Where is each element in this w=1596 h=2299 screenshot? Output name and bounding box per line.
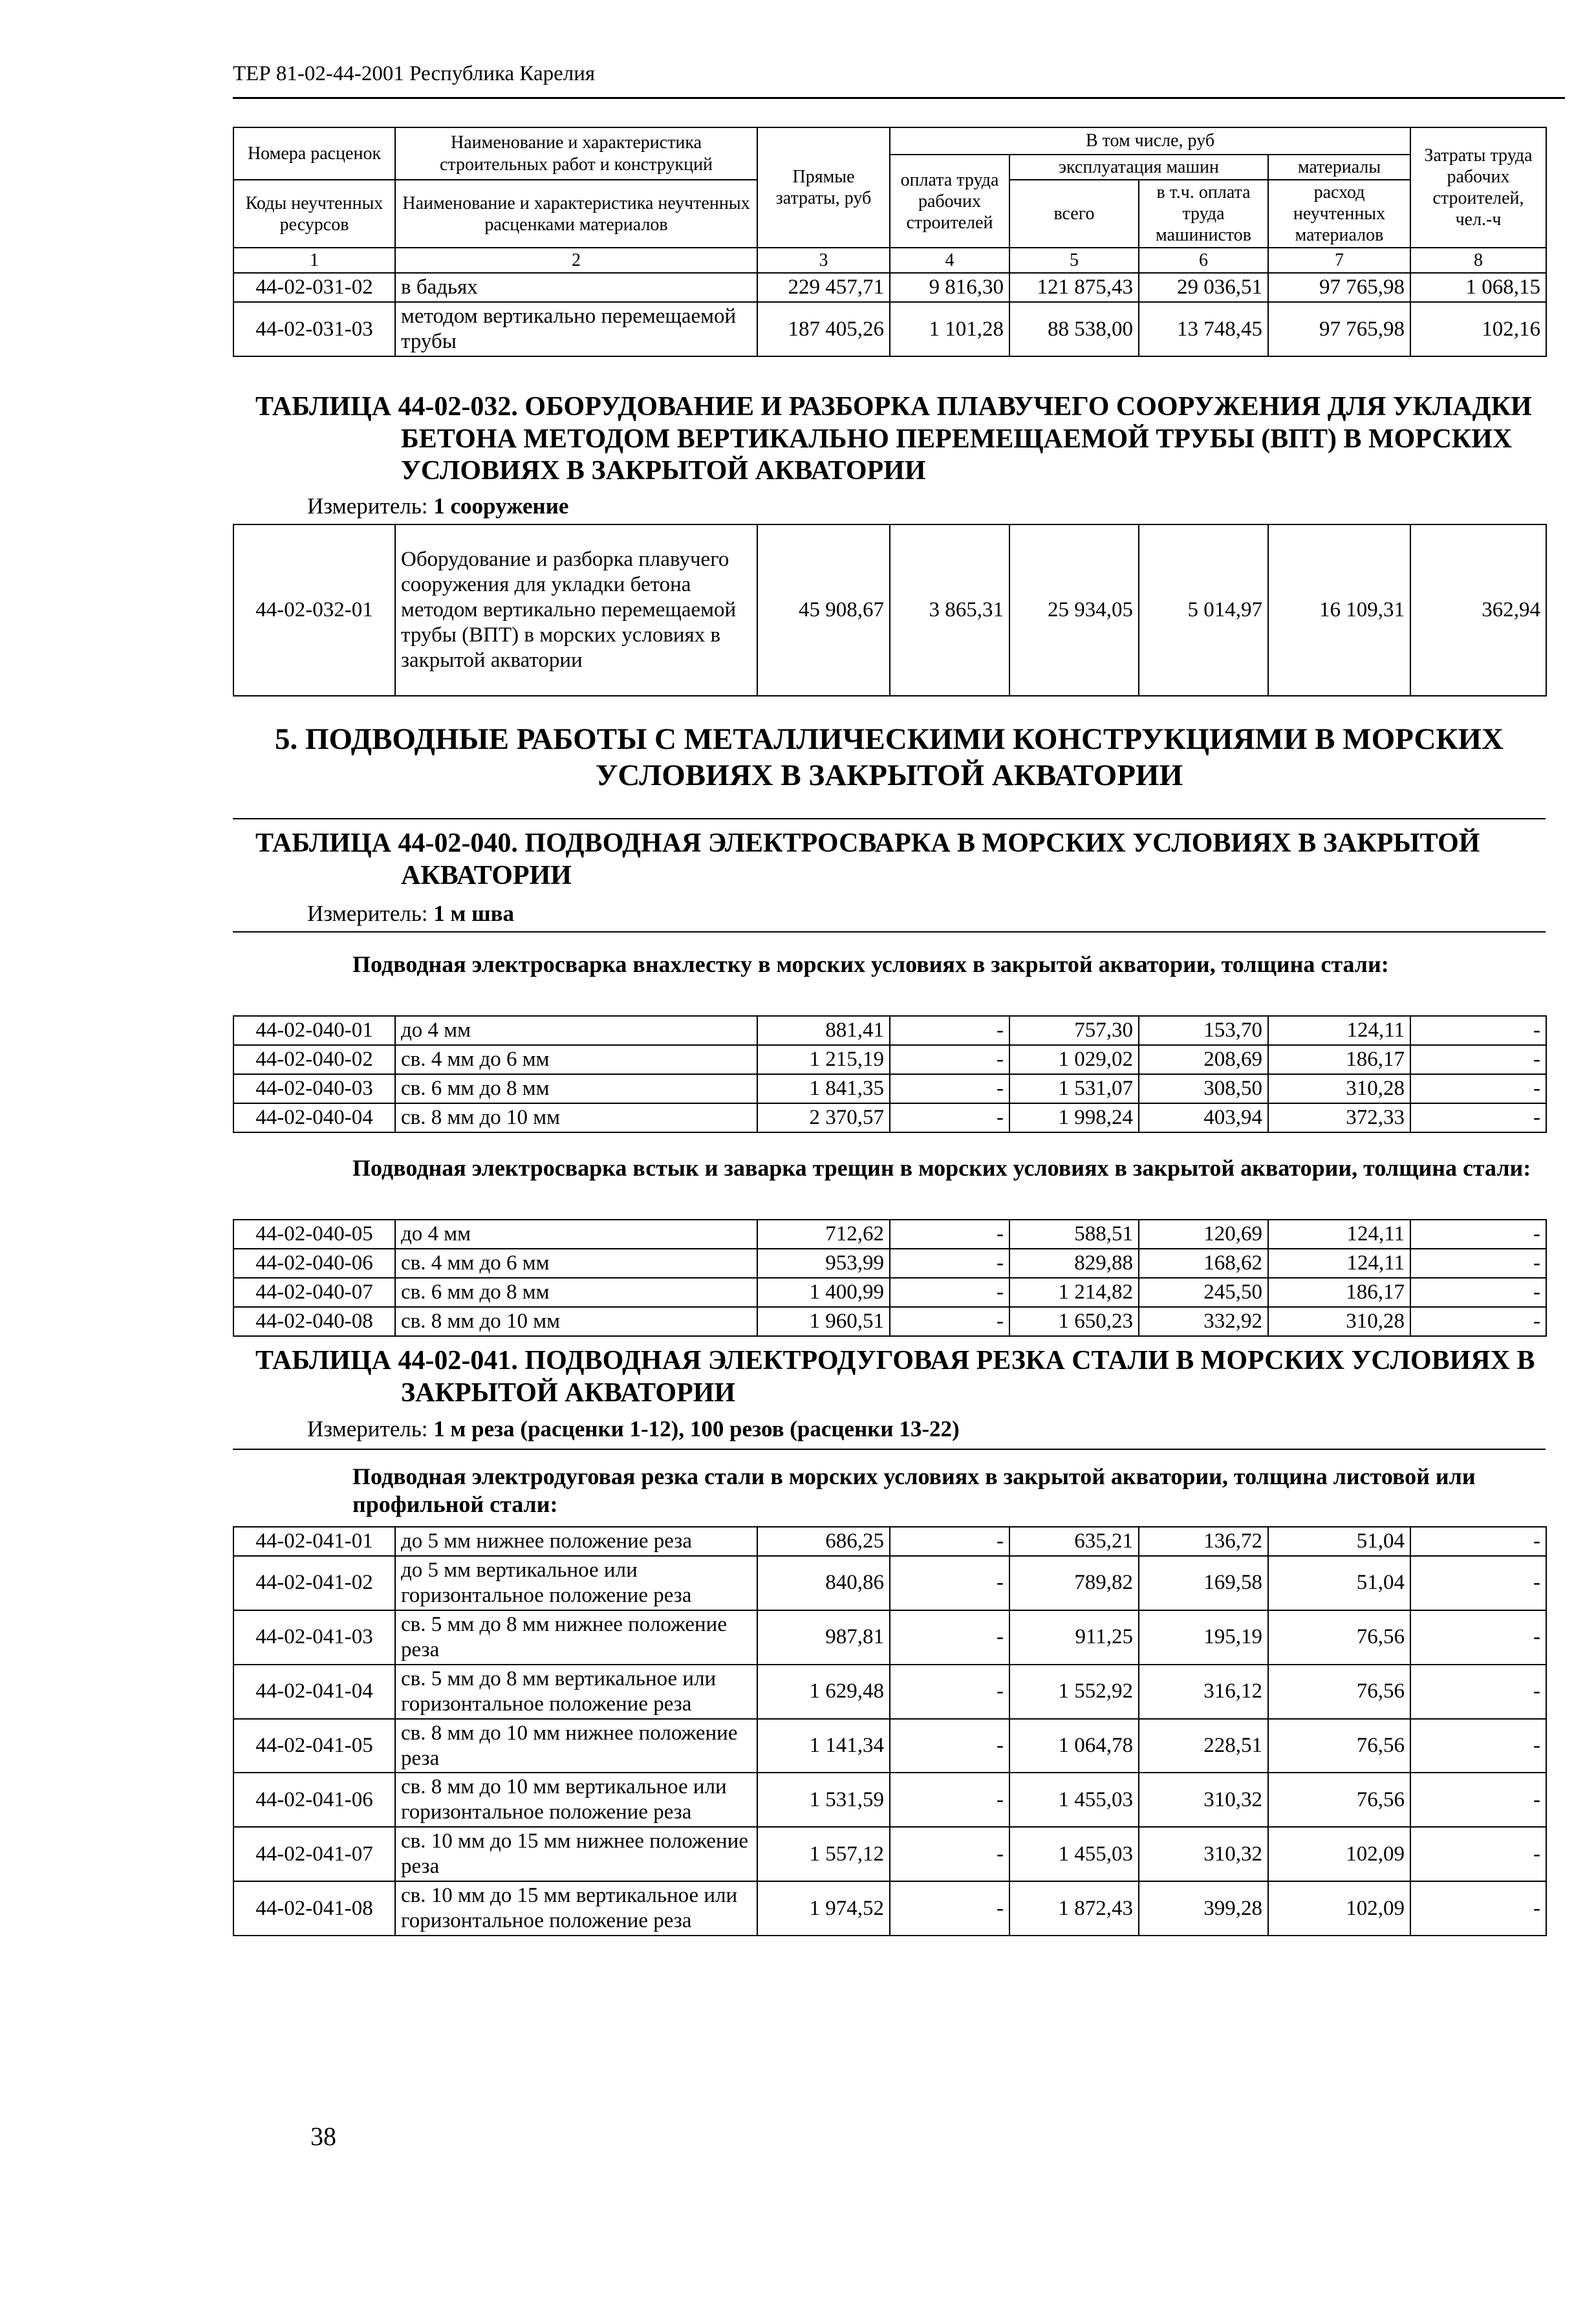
row-code: 44-02-040-06 [233, 1249, 395, 1278]
row-materials: 76,56 [1268, 1610, 1410, 1665]
table-row [233, 1665, 1546, 1719]
row-machines-total: 1 029,02 [1009, 1045, 1139, 1074]
row-machines-total: 25 934,05 [1009, 524, 1139, 696]
measure-label: Измеритель: [307, 1416, 428, 1441]
row-code: 44-02-040-03 [233, 1074, 395, 1103]
row-machinist-pay: 228,51 [1139, 1719, 1268, 1773]
row-labor-hours: - [1410, 1278, 1546, 1307]
column-number: 5 [1009, 248, 1139, 273]
row-materials: 186,17 [1268, 1278, 1410, 1307]
row-direct-costs: 881,41 [757, 1016, 890, 1045]
row-machines-total: 88 538,00 [1009, 302, 1139, 356]
header-rule [233, 97, 1565, 99]
table-row [233, 524, 1546, 696]
section-5-title: 5. ПОДВОДНЫЕ РАБОТЫ С МЕТАЛЛИЧЕСКИМИ КОНСТРУКЦИЯМИ В МОРСКИХ УСЛОВИЯХ В ЗАКРЫТОЙ АКВАТОРИИ [274, 722, 1504, 793]
row-machines-total: 1 872,43 [1009, 1881, 1139, 1936]
row-code: 44-02-041-07 [233, 1827, 395, 1881]
row-labor-pay: - [890, 1074, 1009, 1103]
row-labor-hours: - [1410, 1220, 1546, 1249]
row-direct-costs: 840,86 [757, 1556, 890, 1610]
row-machinist-pay: 168,62 [1139, 1249, 1268, 1278]
row-machines-total: 829,88 [1009, 1249, 1139, 1278]
row-machinist-pay: 403,94 [1139, 1103, 1268, 1132]
table-row [233, 1016, 1546, 1045]
row-direct-costs: 2 370,57 [757, 1103, 890, 1132]
row-labor-pay: 1 101,28 [890, 302, 1009, 356]
row-labor-pay: - [890, 1527, 1009, 1556]
row-labor-hours: - [1410, 1307, 1546, 1336]
row-direct-costs: 1 400,99 [757, 1278, 890, 1307]
table-041 [233, 1526, 1547, 1936]
row-materials: 102,09 [1268, 1881, 1410, 1936]
row-labor-pay: - [890, 1307, 1009, 1336]
row-labor-pay: - [890, 1016, 1009, 1045]
row-code: 44-02-041-05 [233, 1719, 395, 1773]
row-machinist-pay: 136,72 [1139, 1527, 1268, 1556]
row-direct-costs: 1 841,35 [757, 1074, 890, 1103]
table-032-title: ТАБЛИЦА 44-02-032. ОБОРУДОВАНИЕ И РАЗБОРКА ПЛАВУЧЕГО СООРУЖЕНИЯ ДЛЯ УКЛАДКИ БЕТОНА МЕТОДОМ ВЕРТИКАЛЬНО ПЕРЕМЕЩАЕМОЙ ТРУБЫ (ВПТ) В МОРСКИХ УСЛОВИЯХ В ЗАКРЫТОЙ АКВАТОРИИ [255, 392, 1532, 486]
row-machinist-pay: 13 748,45 [1139, 302, 1268, 356]
row-machinist-pay: 169,58 [1139, 1556, 1268, 1610]
row-machinist-pay: 310,32 [1139, 1773, 1268, 1827]
col4-header: оплата труда рабочих строителей [890, 155, 1009, 248]
row-labor-pay: - [890, 1103, 1009, 1132]
row-name: Оборудование и разборка плавучего сооружения для укладки бетона методом вертикально перемещаемой трубы (ВПТ) в морских условиях в закрытой акватории [395, 524, 757, 696]
row-code: 44-02-041-08 [233, 1881, 395, 1936]
measure-value: 1 м шва [433, 901, 515, 926]
row-code: 44-02-040-04 [233, 1103, 395, 1132]
row-labor-hours: - [1410, 1103, 1546, 1132]
row-machines-total: 635,21 [1009, 1527, 1139, 1556]
row-code: 44-02-040-08 [233, 1307, 395, 1336]
column-number: 4 [890, 248, 1009, 273]
row-code: 44-02-031-02 [233, 273, 395, 302]
row-materials: 76,56 [1268, 1665, 1410, 1719]
row-name: методом вертикально перемещаемой трубы [395, 302, 757, 356]
row-name: св. 8 мм до 10 мм вертикальное или горизонтальное положение реза [395, 1773, 757, 1827]
row-machinist-pay: 332,92 [1139, 1307, 1268, 1336]
row-name: до 5 мм вертикальное или горизонтальное положение реза [395, 1556, 757, 1610]
row-materials: 186,17 [1268, 1045, 1410, 1074]
page-header: ТЕР 81-02-44-2001 Республика Карелия [233, 62, 596, 85]
row-materials: 76,56 [1268, 1773, 1410, 1827]
row-labor-hours: - [1410, 1719, 1546, 1773]
table-040-part-1 [233, 1015, 1547, 1133]
row-labor-hours: 102,16 [1410, 302, 1546, 356]
row-code: 44-02-041-01 [233, 1527, 395, 1556]
row-materials: 124,11 [1268, 1220, 1410, 1249]
col2-bottom-header: Наименование и характеристика неучтенных расценками материалов [395, 180, 757, 248]
row-machines-total: 1 650,23 [1009, 1307, 1139, 1336]
row-materials: 97 765,98 [1268, 302, 1410, 356]
row-name: до 4 мм [395, 1016, 757, 1045]
row-direct-costs: 187 405,26 [757, 302, 890, 356]
column-number: 3 [757, 248, 890, 273]
row-machines-total: 911,25 [1009, 1610, 1139, 1665]
row-name: св. 10 мм до 15 мм вертикальное или горизонтальное положение реза [395, 1881, 757, 1936]
row-machinist-pay: 310,32 [1139, 1827, 1268, 1881]
table-041-measure [307, 1416, 960, 1442]
row-materials: 76,56 [1268, 1719, 1410, 1773]
row-labor-hours: - [1410, 1249, 1546, 1278]
row-name: св. 5 мм до 8 мм вертикальное или горизонтальное положение реза [395, 1665, 757, 1719]
table-row [233, 1556, 1546, 1610]
table-040-subtitle-1: Подводная электросварка внахлестку в морских условиях в закрытой акватории, толщина стали: [352, 951, 1389, 977]
row-labor-hours: - [1410, 1665, 1546, 1719]
row-direct-costs: 686,25 [757, 1527, 890, 1556]
table-032-measure [307, 493, 568, 519]
row-labor-pay: - [890, 1278, 1009, 1307]
col2-top-header: Наименование и характеристика строительных работ и конструкций [395, 127, 757, 180]
table-041-title: ТАБЛИЦА 44-02-041. ПОДВОДНАЯ ЭЛЕКТРОДУГОВАЯ РЕЗКА СТАЛИ В МОРСКИХ УСЛОВИЯХ В ЗАКРЫТОЙ АКВАТОРИИ [255, 1346, 1535, 1408]
measure-divider [233, 931, 1546, 933]
row-code: 44-02-041-02 [233, 1556, 395, 1610]
row-machines-total: 1 998,24 [1009, 1103, 1139, 1132]
row-direct-costs: 1 974,52 [757, 1881, 890, 1936]
row-machines-total: 1 455,03 [1009, 1773, 1139, 1827]
row-labor-pay: - [890, 1773, 1009, 1827]
row-labor-hours: - [1410, 1773, 1546, 1827]
section-divider [233, 818, 1546, 819]
row-labor-hours: - [1410, 1074, 1546, 1103]
col7-header: расход неучтенных материалов [1268, 180, 1410, 248]
row-machines-total: 1 064,78 [1009, 1719, 1139, 1773]
table-row [233, 1610, 1546, 1665]
row-materials: 310,28 [1268, 1307, 1410, 1336]
row-machines-total: 1 531,07 [1009, 1074, 1139, 1103]
row-name: св. 6 мм до 8 мм [395, 1278, 757, 1307]
row-machinist-pay: 245,50 [1139, 1278, 1268, 1307]
table-row [233, 1827, 1546, 1881]
row-machines-total: 757,30 [1009, 1016, 1139, 1045]
row-direct-costs: 987,81 [757, 1610, 890, 1665]
column-number: 7 [1268, 248, 1410, 273]
row-machinist-pay: 399,28 [1139, 1881, 1268, 1936]
row-labor-hours: - [1410, 1045, 1546, 1074]
row-code: 44-02-040-05 [233, 1220, 395, 1249]
row-materials: 51,04 [1268, 1556, 1410, 1610]
row-labor-hours: 362,94 [1410, 524, 1546, 696]
row-materials: 372,33 [1268, 1103, 1410, 1132]
row-direct-costs: 229 457,71 [757, 273, 890, 302]
table-row [233, 302, 1546, 356]
row-direct-costs: 953,99 [757, 1249, 890, 1278]
row-direct-costs: 1 531,59 [757, 1773, 890, 1827]
group-header: В том числе, руб [890, 127, 1410, 155]
column-number: 2 [395, 248, 757, 273]
table-row [233, 1074, 1546, 1103]
table-row [233, 1220, 1546, 1249]
column-header-table [233, 127, 1547, 357]
row-labor-pay: - [890, 1610, 1009, 1665]
measure-value: 1 сооружение [433, 493, 569, 519]
row-labor-pay: - [890, 1881, 1009, 1936]
row-machinist-pay: 153,70 [1139, 1016, 1268, 1045]
table-040-subtitle-2: Подводная электросварка встык и заварка трещин в морских условиях в закрытой акватории, толщина стали: [352, 1155, 1531, 1181]
row-direct-costs: 1 960,51 [757, 1307, 890, 1336]
row-labor-pay: - [890, 1249, 1009, 1278]
row-materials: 124,11 [1268, 1016, 1410, 1045]
col3-header: Прямые затраты, руб [757, 127, 890, 248]
row-labor-pay: - [890, 1827, 1009, 1881]
table-040-part-2 [233, 1219, 1547, 1337]
row-direct-costs: 1 141,34 [757, 1719, 890, 1773]
row-materials: 51,04 [1268, 1527, 1410, 1556]
column-number: 8 [1410, 248, 1546, 273]
row-direct-costs: 1 629,48 [757, 1665, 890, 1719]
table-040-measure [307, 901, 514, 927]
row-code: 44-02-041-03 [233, 1610, 395, 1665]
row-code: 44-02-031-03 [233, 302, 395, 356]
measure-value: 1 м реза (расценки 1-12), 100 резов (расценки 13-22) [433, 1416, 960, 1441]
row-materials: 310,28 [1268, 1074, 1410, 1103]
row-machines-total: 1 552,92 [1009, 1665, 1139, 1719]
row-direct-costs: 1 215,19 [757, 1045, 890, 1074]
row-labor-hours: - [1410, 1610, 1546, 1665]
row-name: в бадьях [395, 273, 757, 302]
column-number-row [233, 248, 1546, 273]
row-machines-total: 1 214,82 [1009, 1278, 1139, 1307]
table-032 [233, 524, 1547, 696]
row-direct-costs: 712,62 [757, 1220, 890, 1249]
row-labor-pay: 3 865,31 [890, 524, 1009, 696]
table-row [233, 1103, 1546, 1132]
row-name: св. 4 мм до 6 мм [395, 1045, 757, 1074]
row-labor-pay: - [890, 1719, 1009, 1773]
materials-header: материалы [1268, 155, 1410, 180]
col5-header: всего [1009, 180, 1139, 248]
table-row [233, 1045, 1546, 1074]
row-machines-total: 1 455,03 [1009, 1827, 1139, 1881]
row-machines-total: 588,51 [1009, 1220, 1139, 1249]
page-number: 38 [310, 2122, 336, 2151]
row-labor-hours: - [1410, 1556, 1546, 1610]
row-labor-hours: - [1410, 1881, 1546, 1936]
row-labor-hours: 1 068,15 [1410, 273, 1546, 302]
row-name: св. 10 мм до 15 мм нижнее положение реза [395, 1827, 757, 1881]
row-name: до 5 мм нижнее положение реза [395, 1527, 757, 1556]
col6-header: в т.ч. оплата труда машинистов [1139, 180, 1268, 248]
table-row [233, 1773, 1546, 1827]
row-code: 44-02-040-02 [233, 1045, 395, 1074]
row-direct-costs: 45 908,67 [757, 524, 890, 696]
row-materials: 102,09 [1268, 1827, 1410, 1881]
row-materials: 97 765,98 [1268, 273, 1410, 302]
measure-divider [233, 1449, 1546, 1450]
row-materials: 124,11 [1268, 1249, 1410, 1278]
row-labor-hours: - [1410, 1016, 1546, 1045]
row-name: до 4 мм [395, 1220, 757, 1249]
row-code: 44-02-041-04 [233, 1665, 395, 1719]
table-040-title: ТАБЛИЦА 44-02-040. ПОДВОДНАЯ ЭЛЕКТРОСВАРКА В МОРСКИХ УСЛОВИЯХ В ЗАКРЫТОЙ АКВАТОРИИ [255, 828, 1480, 890]
row-machines-total: 789,82 [1009, 1556, 1139, 1610]
row-name: св. 8 мм до 10 мм [395, 1103, 757, 1132]
row-labor-pay: - [890, 1556, 1009, 1610]
column-number: 6 [1139, 248, 1268, 273]
table-row [233, 273, 1546, 302]
row-labor-pay: - [890, 1220, 1009, 1249]
row-code: 44-02-032-01 [233, 524, 395, 696]
row-code: 44-02-040-07 [233, 1278, 395, 1307]
column-number: 1 [233, 248, 395, 273]
row-name: св. 4 мм до 6 мм [395, 1249, 757, 1278]
measure-label: Измеритель: [307, 493, 428, 519]
table-041-subtitle: Подводная электродуговая резка стали в морских условиях в закрытой акватории, толщина листовой или профильной стали: [352, 1463, 1476, 1518]
table-row [233, 1307, 1546, 1336]
table-row [233, 1249, 1546, 1278]
row-machinist-pay: 5 014,97 [1139, 524, 1268, 696]
row-name: св. 8 мм до 10 мм нижнее положение реза [395, 1719, 757, 1773]
row-machinist-pay: 120,69 [1139, 1220, 1268, 1249]
row-machinist-pay: 29 036,51 [1139, 273, 1268, 302]
table-row [233, 1719, 1546, 1773]
row-name: св. 5 мм до 8 мм нижнее положение реза [395, 1610, 757, 1665]
col8-header: Затраты труда рабочих строителей, чел.-ч [1410, 127, 1546, 248]
row-machinist-pay: 308,50 [1139, 1074, 1268, 1103]
row-labor-pay: - [890, 1665, 1009, 1719]
row-labor-pay: - [890, 1045, 1009, 1074]
row-machinist-pay: 195,19 [1139, 1610, 1268, 1665]
row-direct-costs: 1 557,12 [757, 1827, 890, 1881]
row-labor-hours: - [1410, 1827, 1546, 1881]
machines-header: эксплуатация машин [1009, 155, 1268, 180]
col1-top-header: Номера расценок [233, 127, 395, 180]
row-machinist-pay: 316,12 [1139, 1665, 1268, 1719]
row-materials: 16 109,31 [1268, 524, 1410, 696]
col1-bottom-header: Коды неучтенных ресурсов [233, 180, 395, 248]
row-name: св. 8 мм до 10 мм [395, 1307, 757, 1336]
row-labor-pay: 9 816,30 [890, 273, 1009, 302]
table-row [233, 1527, 1546, 1556]
row-code: 44-02-041-06 [233, 1773, 395, 1827]
row-machinist-pay: 208,69 [1139, 1045, 1268, 1074]
measure-label: Измеритель: [307, 901, 428, 926]
row-machines-total: 121 875,43 [1009, 273, 1139, 302]
row-labor-hours: - [1410, 1527, 1546, 1556]
row-code: 44-02-040-01 [233, 1016, 395, 1045]
row-name: св. 6 мм до 8 мм [395, 1074, 757, 1103]
table-row [233, 1881, 1546, 1936]
table-row [233, 1278, 1546, 1307]
